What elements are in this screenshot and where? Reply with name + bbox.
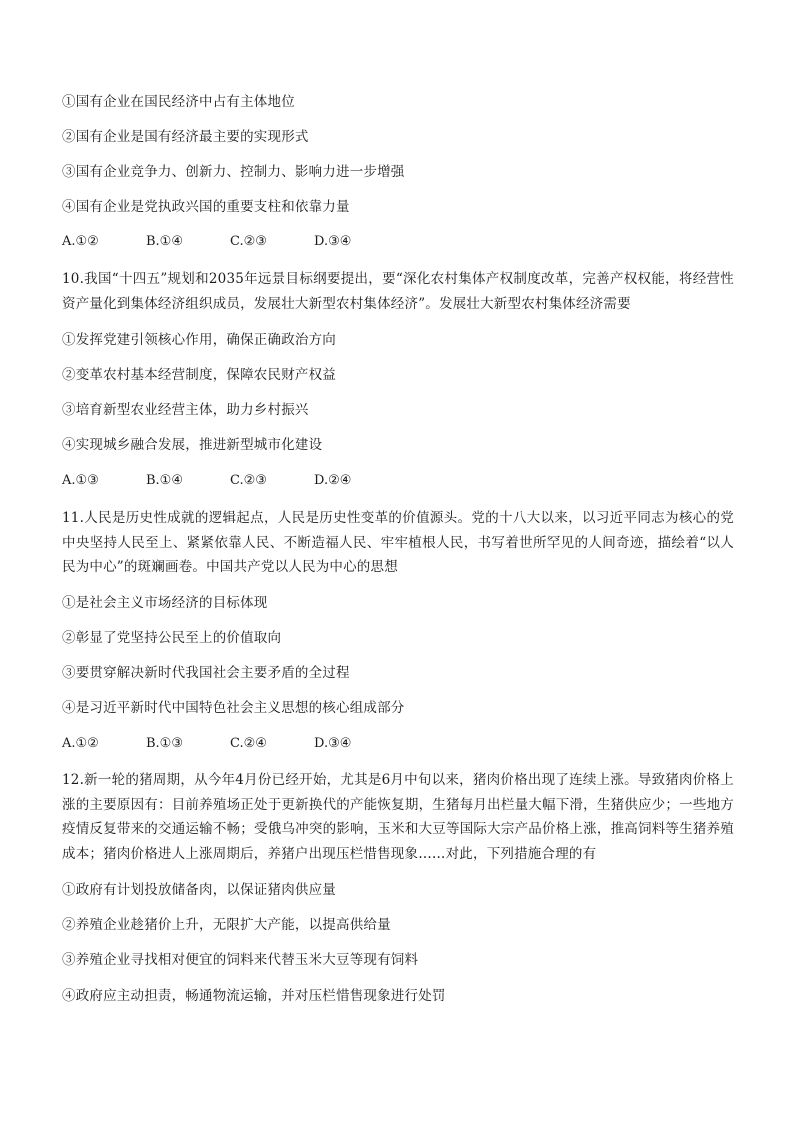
q11-option-4: ④是习近平新时代中国特色社会主义思想的核心组成部分 bbox=[62, 700, 405, 716]
q11-option-2: ②彰显了党坚持公民至上的价值取向 bbox=[62, 630, 282, 646]
q10-answer-d: D.②④ bbox=[314, 473, 352, 488]
q10-option-4: ④实现城乡融合发展，推进新型城市化建设 bbox=[62, 437, 323, 453]
q12-stem: 12.新一轮的猪周期，从今年4月份已经开始，尤其是6月中旬以来，猪肉价格出现了连续上涨。导致猪肉价格上涨的主要原因有：目前养殖场正处于更新换代的产能恢复期，生猪每月出栏量大幅下滑，生猪供应少；一些地方疫情反复带来的交通运输不畅；受俄乌冲突的影响，玉米和大豆等国际大宗产品价格上涨，推高饲料等生猪养殖成本；猪肉价格进人上涨周期后，养猪户出现压栏惜售现象……对此，下列措施合理的有 bbox=[62, 772, 734, 862]
q9-answer-a: A.①② bbox=[62, 234, 99, 249]
q10-option-3: ③培育新型农业经营主体，助力乡村振兴 bbox=[62, 402, 309, 418]
q9-option-1: ①国有企业在国民经济中占有主体地位 bbox=[62, 94, 295, 110]
q12-option-2: ②养殖企业趁猪价上升，无限扩大产能，以提高供给量 bbox=[62, 917, 391, 933]
q9-option-4: ④国有企业是党执政兴国的重要支柱和依靠力量 bbox=[62, 199, 350, 215]
q11-stem: 11.人民是历史性成就的逻辑起点，人民是历史性变革的价值源头。党的十八大以来，以习近平同志为核心的党中央坚持人民至上、紧紧依靠人民、不断造福人民、牢牢植根人民，书写着世所罕见的人间奇迹，描绘着“以人民为中心”的斑斓画卷。中国共产党以人民为中心的思想 bbox=[62, 510, 734, 575]
q11-option-3: ③要贯穿解决新时代我国社会主要矛盾的全过程 bbox=[62, 665, 350, 681]
q11-option-1: ①是社会主义市场经济的目标体现 bbox=[62, 595, 268, 611]
q9-answer-d: D.③④ bbox=[314, 234, 352, 249]
q10-option-1: ①发挥党建引领核心作用，确保正确政治方向 bbox=[62, 332, 336, 348]
q9-option-3: ③国有企业竞争力、创新力、控制力、影响力进一步增强 bbox=[62, 164, 405, 180]
q9-answer-choices bbox=[62, 232, 398, 252]
q9-answer-c: C.②③ bbox=[230, 234, 267, 249]
q10-answer-c: C.②③ bbox=[230, 473, 267, 488]
q11-answer-d: D.③④ bbox=[314, 736, 352, 751]
q12-option-4: ④政府应主动担责，畅通物流运输，并对压栏惜售现象进行处罚 bbox=[62, 988, 446, 1004]
q10-stem: 10.我国“十四五”规划和2035年远景目标纲要提出，要“深化农村集体产权制度改革，完善产权权能，将经营性资产量化到集体经济组织成员，发展壮大新型农村集体经济”。发展壮大新型农村集体经济需要 bbox=[62, 271, 734, 312]
q10-answer-a: A.①③ bbox=[62, 473, 99, 488]
q9-option-2: ②国有企业是国有经济最主要的实现形式 bbox=[62, 129, 309, 145]
q10-answer-choices bbox=[62, 471, 398, 491]
q12-option-3: ③养殖企业寻找相对便宜的饲料来代替玉米大豆等现有饲料 bbox=[62, 952, 419, 968]
q12-option-1: ①政府有计划投放储备肉，以保证猪肉供应量 bbox=[62, 882, 336, 898]
q11-answer-choices bbox=[62, 734, 398, 754]
q11-answer-a: A.①② bbox=[62, 736, 99, 751]
q10-answer-b: B.①④ bbox=[146, 473, 183, 488]
q11-answer-c: C.②④ bbox=[230, 736, 267, 751]
q10-option-2: ②变革农村基本经营制度，保障农民财产权益 bbox=[62, 367, 336, 383]
q9-answer-b: B.①④ bbox=[146, 234, 183, 249]
q11-answer-b: B.①③ bbox=[146, 736, 183, 751]
